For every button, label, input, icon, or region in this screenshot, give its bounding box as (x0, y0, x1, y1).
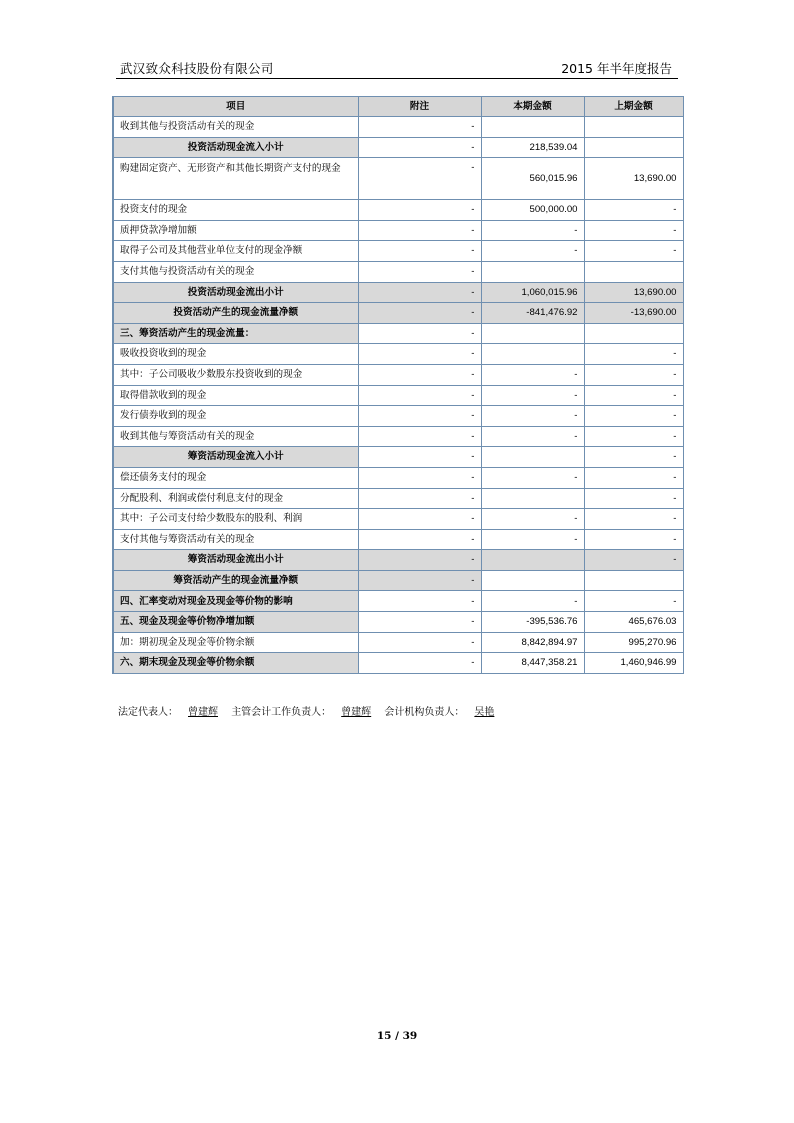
row-current (481, 323, 584, 344)
row-current: - (481, 591, 584, 612)
table-row (113, 200, 683, 221)
table-row (113, 467, 683, 488)
report-title: 2015 年半年度报告 (561, 61, 672, 76)
row-current: - (481, 220, 584, 241)
row-prior: - (584, 241, 683, 262)
accounting-head-label: 主管会计工作负责人： (231, 707, 332, 718)
page-header (116, 58, 678, 79)
row-current: - (481, 364, 584, 385)
row-prior: - (584, 364, 683, 385)
row-current: -841,476.92 (481, 303, 584, 324)
row-current: -395,536.76 (481, 612, 584, 633)
row-prior: - (584, 220, 683, 241)
row-item: 三、筹资活动产生的现金流量： (113, 323, 358, 344)
table-row (113, 137, 683, 158)
table-row (113, 612, 683, 633)
header-prior-amount: 上期金额 (584, 97, 683, 117)
row-current: 218,539.04 (481, 137, 584, 158)
header-current-amount: 本期金额 (481, 97, 584, 117)
table-row (113, 591, 683, 612)
table-row (113, 529, 683, 550)
table-row (113, 509, 683, 530)
row-prior: - (584, 488, 683, 509)
header-item: 项目 (113, 97, 358, 117)
row-note: - (358, 344, 481, 365)
row-prior: 13,690.00 (584, 282, 683, 303)
row-current: - (481, 426, 584, 447)
header-note: 附注 (358, 97, 481, 117)
row-item: 加：期初现金及现金等价物余额 (113, 632, 358, 653)
row-item: 质押贷款净增加额 (113, 220, 358, 241)
row-current: - (481, 406, 584, 427)
row-current: - (481, 467, 584, 488)
row-prior: - (584, 426, 683, 447)
row-note: - (358, 241, 481, 262)
row-note: - (358, 220, 481, 241)
row-note: - (358, 282, 481, 303)
row-item: 投资活动现金流出小计 (113, 282, 358, 303)
row-note: - (358, 117, 481, 138)
row-item: 五、现金及现金等价物净增加额 (113, 612, 358, 633)
table-row (113, 303, 683, 324)
row-prior (584, 117, 683, 138)
row-prior: - (584, 509, 683, 530)
row-current: 1,060,015.96 (481, 282, 584, 303)
table-row (113, 632, 683, 653)
row-prior (584, 570, 683, 591)
row-current: 560,015.96 (481, 158, 584, 200)
row-item: 筹资活动产生的现金流量净额 (113, 570, 358, 591)
row-prior: - (584, 467, 683, 488)
table-row (113, 282, 683, 303)
row-prior: 13,690.00 (584, 158, 683, 200)
row-prior: - (584, 385, 683, 406)
row-current (481, 488, 584, 509)
row-item: 收到其他与投资活动有关的现金 (113, 117, 358, 138)
row-prior: - (584, 344, 683, 365)
cash-flow-table (112, 96, 684, 674)
row-item: 其中：子公司吸收少数股东投资收到的现金 (113, 364, 358, 385)
table-row (113, 570, 683, 591)
row-item: 四、汇率变动对现金及现金等价物的影响 (113, 591, 358, 612)
row-item: 筹资活动现金流入小计 (113, 447, 358, 468)
row-current: - (481, 385, 584, 406)
row-note: - (358, 509, 481, 530)
row-current (481, 117, 584, 138)
table-row (113, 406, 683, 427)
row-item: 取得子公司及其他营业单位支付的现金净额 (113, 241, 358, 262)
row-prior: 465,676.03 (584, 612, 683, 633)
company-name: 武汉致众科技股份有限公司 (120, 61, 274, 76)
row-prior (584, 323, 683, 344)
row-note: - (358, 303, 481, 324)
row-item: 支付其他与投资活动有关的现金 (113, 261, 358, 282)
row-note: - (358, 137, 481, 158)
row-current: 500,000.00 (481, 200, 584, 221)
row-prior: - (584, 529, 683, 550)
row-prior: 995,270.96 (584, 632, 683, 653)
row-current (481, 344, 584, 365)
row-item: 取得借款收到的现金 (113, 385, 358, 406)
table-row (113, 550, 683, 571)
table-row (113, 117, 683, 138)
row-note: - (358, 385, 481, 406)
row-current: 8,447,358.21 (481, 653, 584, 674)
row-prior: - (584, 550, 683, 571)
row-prior: - (584, 447, 683, 468)
row-current (481, 570, 584, 591)
row-prior: 1,460,946.99 (584, 653, 683, 674)
row-note: - (358, 591, 481, 612)
table-row (113, 220, 683, 241)
row-note: - (358, 158, 481, 200)
row-note: - (358, 653, 481, 674)
table-row (113, 426, 683, 447)
row-item: 偿还债务支付的现金 (113, 467, 358, 488)
institution-head-label: 会计机构负责人： (384, 707, 465, 718)
row-current: 8,842,894.97 (481, 632, 584, 653)
row-prior: - (584, 200, 683, 221)
row-item: 分配股利、利润或偿付利息支付的现金 (113, 488, 358, 509)
row-note: - (358, 200, 481, 221)
row-note: - (358, 529, 481, 550)
table-row (113, 344, 683, 365)
row-item: 发行债券收到的现金 (113, 406, 358, 427)
row-item: 投资活动产生的现金流量净额 (113, 303, 358, 324)
table-row (113, 385, 683, 406)
legal-rep-label: 法定代表人： (118, 707, 178, 718)
row-note: - (358, 570, 481, 591)
row-note: - (358, 426, 481, 447)
row-item: 六、期末现金及现金等价物余额 (113, 653, 358, 674)
row-note: - (358, 406, 481, 427)
row-prior (584, 137, 683, 158)
table-row (113, 488, 683, 509)
row-prior: - (584, 591, 683, 612)
row-item: 吸收投资收到的现金 (113, 344, 358, 365)
row-note: - (358, 612, 481, 633)
row-note: - (358, 550, 481, 571)
row-note: - (358, 488, 481, 509)
row-note: - (358, 447, 481, 468)
row-note: - (358, 364, 481, 385)
table-row (113, 241, 683, 262)
table-row (113, 261, 683, 282)
row-item: 支付其他与筹资活动有关的现金 (113, 529, 358, 550)
row-prior: - (584, 406, 683, 427)
table-row (113, 158, 683, 200)
row-item: 投资活动现金流入小计 (113, 137, 358, 158)
row-note: - (358, 632, 481, 653)
table-row (113, 653, 683, 674)
page-number: 15 / 39 (376, 1030, 418, 1042)
legal-rep-name: 曾建辉 (188, 707, 218, 718)
row-prior: -13,690.00 (584, 303, 683, 324)
institution-head-name: 吴艳 (474, 707, 495, 718)
row-current (481, 261, 584, 282)
row-item: 收到其他与筹资活动有关的现金 (113, 426, 358, 447)
row-note: - (358, 467, 481, 488)
row-item: 购建固定资产、无形资产和其他长期资产支付的现金 (113, 158, 358, 200)
row-current (481, 550, 584, 571)
table-row (113, 323, 683, 344)
row-current: - (481, 241, 584, 262)
table-header-row (113, 97, 683, 117)
row-item: 其中：子公司支付给少数股东的股利、利润 (113, 509, 358, 530)
row-current (481, 447, 584, 468)
table-row (113, 447, 683, 468)
row-item: 投资支付的现金 (113, 200, 358, 221)
table-row (113, 364, 683, 385)
accounting-head-name: 曾建辉 (341, 707, 372, 718)
row-current: - (481, 529, 584, 550)
signature-line (118, 703, 504, 718)
row-prior (584, 261, 683, 282)
row-note: - (358, 323, 481, 344)
row-note: - (358, 261, 481, 282)
row-item: 筹资活动现金流出小计 (113, 550, 358, 571)
row-current: - (481, 509, 584, 530)
